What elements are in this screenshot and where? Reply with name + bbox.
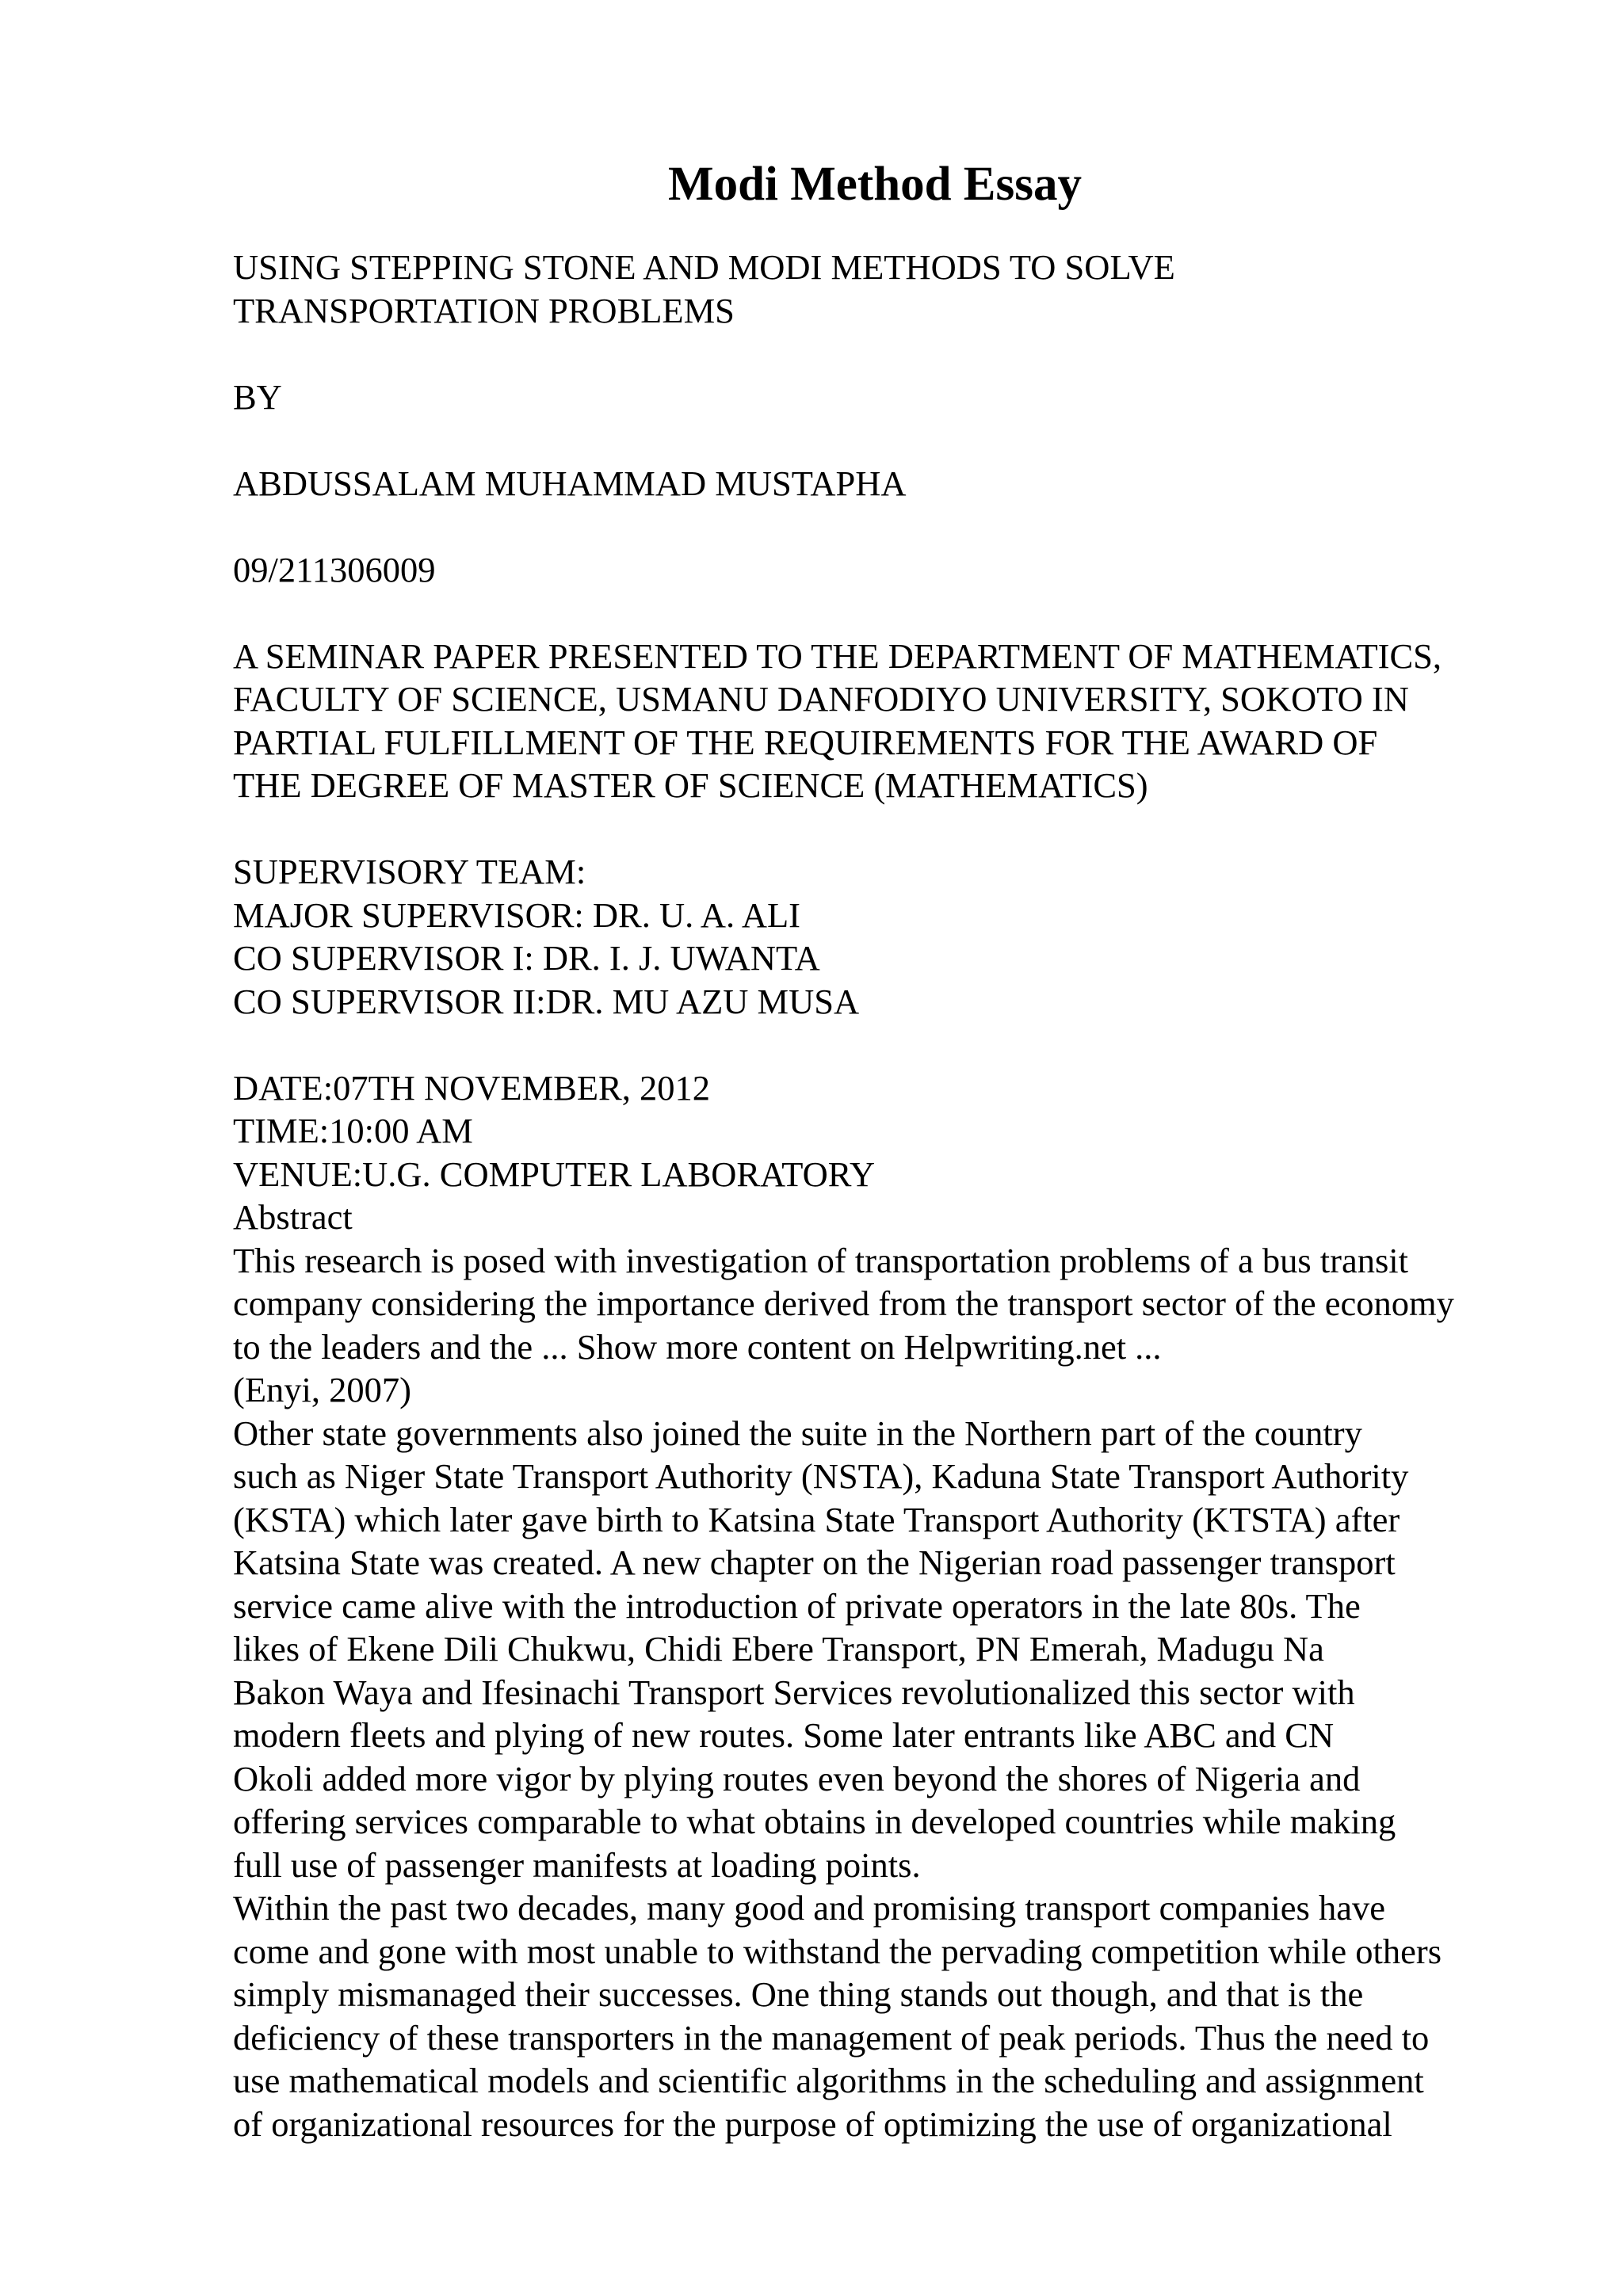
presentation-line: PARTIAL FULFILLMENT OF THE REQUIREMENTS FOR THE AWARD OF — [233, 722, 1378, 762]
supervisory-line: MAJOR SUPERVISOR: DR. U. A. ALI — [233, 894, 800, 935]
paragraph-line: Okoli added more vigor by plying routes even beyond the shores of Nigeria and — [233, 1758, 1361, 1798]
spacer — [233, 591, 1612, 635]
paragraph-line: such as Niger State Transport Authority (NSTA), Kaduna State Transport Authority — [233, 1456, 1409, 1496]
document-title: Modi Method Essay — [668, 158, 1082, 211]
citation-line: (Enyi, 2007) — [233, 1370, 411, 1409]
abstract-heading: Abstract — [233, 1197, 353, 1237]
paragraph-line: use mathematical models and scientific algorithms in the scheduling and assignment — [233, 2061, 1424, 2100]
heading-line: TRANSPORTATION PROBLEMS — [233, 290, 735, 330]
paragraph-line: (KSTA) which later gave birth to Katsina State Transport Authority (KTSTA) after — [233, 1499, 1400, 1539]
presentation-line: FACULTY OF SCIENCE, USMANU DANFODIYO UNIVERSITY, SOKOTO IN — [233, 679, 1409, 719]
supervisory-line: CO SUPERVISOR II:DR. MU AZU MUSA — [233, 981, 860, 1021]
paragraph-line: likes of Ekene Dili Chukwu, Chidi Ebere Transport, PN Emerah, Madugu Na — [233, 1629, 1324, 1669]
supervisory-line: SUPERVISORY TEAM: — [233, 852, 586, 891]
heading-line: USING STEPPING STONE AND MODI METHODS TO SOLVE — [233, 247, 1175, 287]
abstract-line: to the leaders and the ... Show more content on Helpwriting.net ... — [233, 1326, 1162, 1367]
paragraph-line: service came alive with the introduction of private operators in the late 80s. The — [233, 1585, 1361, 1626]
author-name: ABDUSSALAM MUHAMMAD MUSTAPHA — [233, 463, 907, 503]
paragraph-line: of organizational resources for the purpose of optimizing the use of organizational — [233, 2103, 1392, 2144]
paragraph-line: come and gone with most unable to withstand the pervading competition while others — [233, 1931, 1442, 1971]
supervisory-line: CO SUPERVISOR I: DR. I. J. UWANTA — [233, 938, 820, 978]
paragraph-line: Within the past two decades, many good and promising transport companies have — [233, 1888, 1386, 1928]
paragraph-line: modern fleets and plying of new routes. Some later entrants like ABC and CN — [233, 1715, 1335, 1755]
paragraph-line: simply mismanaged their successes. One thing stands out though, and that is the — [233, 1974, 1364, 2014]
student-id: 09/211306009 — [233, 549, 436, 589]
event-time: TIME:10:00 AM — [233, 1111, 473, 1150]
by-label: BY — [233, 376, 282, 417]
paragraph-line: Other state governments also joined the suite in the Northern part of the country — [233, 1413, 1362, 1453]
presentation-line: THE DEGREE OF MASTER OF SCIENCE (MATHEMATICS) — [233, 765, 1148, 805]
abstract-line: This research is posed with investigation of transportation problems of a bus transit — [233, 1240, 1409, 1280]
paragraph-line: offering services comparable to what obtains in developed countries while making — [233, 1802, 1396, 1841]
paragraph-line: full use of passenger manifests at loading points. — [233, 1844, 921, 1885]
spacer — [233, 418, 1612, 462]
event-venue: VENUE:U.G. COMPUTER LABORATORY — [233, 1154, 876, 1194]
spacer — [233, 332, 1612, 376]
spacer — [233, 1023, 1612, 1066]
abstract-line: company considering the importance derived from the transport sector of the economy — [233, 1283, 1454, 1323]
paragraph-line: deficiency of these transporters in the management of peak periods. Thus the need to — [233, 2017, 1430, 2058]
document-body — [233, 246, 1612, 2145]
spacer — [233, 807, 1612, 851]
paragraph-line: Katsina State was created. A new chapter on the Nigerian road passenger transport — [233, 1543, 1396, 1582]
presentation-line: A SEMINAR PAPER PRESENTED TO THE DEPARTMENT OF MATHEMATICS, — [233, 635, 1442, 676]
event-date: DATE:07TH NOVEMBER, 2012 — [233, 1067, 710, 1108]
paragraph-line: Bakon Waya and Ifesinachi Transport Services revolutionalized this sector with — [233, 1672, 1355, 1712]
spacer — [233, 505, 1612, 548]
